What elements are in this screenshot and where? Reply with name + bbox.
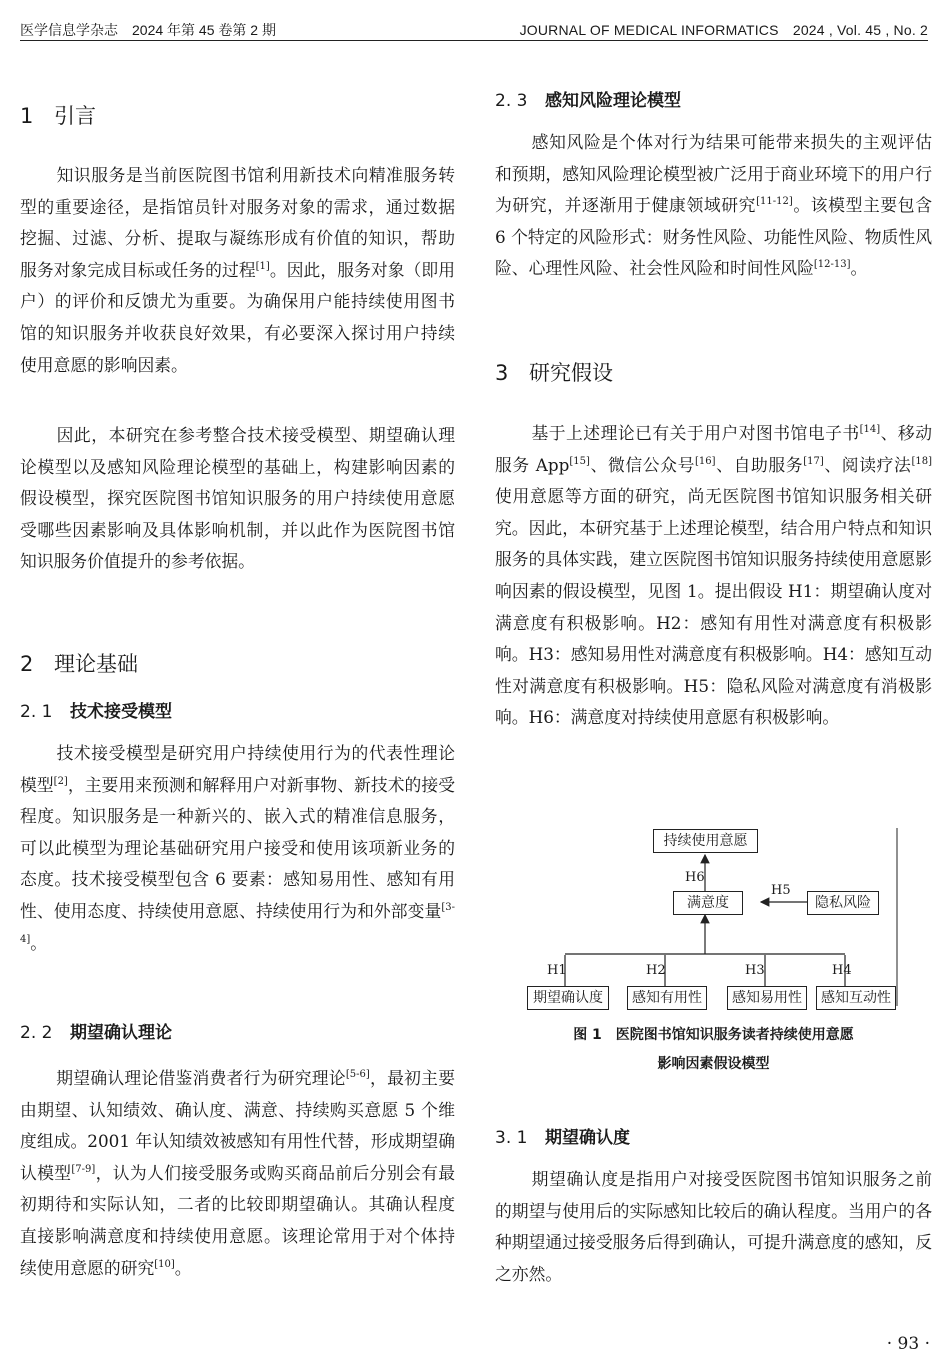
hypothesis-model-figure xyxy=(525,828,900,1016)
label-h1: H1 xyxy=(547,963,567,978)
confirmation-paragraph: 期望确认度是指用户对接受医院图书馆知识服务之前的期望与使用后的实际感知比较后的确认程度。当用户的各种期望通过接受服务后得到确认，可提升满意度的感知，反之亦然。 xyxy=(495,1169,932,1284)
intro-paragraph-2: 因此，本研究在参考整合技术接受模型、期望确认理论模型以及感知风险理论模型的基础上，构建影响因素的假设模型，探究医院图书馆知识服务的用户持续使用意愿受哪些因素影响及具体影响机制，并以此作为医院图书馆知识服务价值提升的参考依据。 xyxy=(20,425,455,572)
box-perceived-usefulness: 感知有用性 xyxy=(627,986,707,1010)
label-h6: H6 xyxy=(685,870,705,885)
journal-title-en: JOURNAL OF MEDICAL INFORMATICS 2024 , Vol. 45 , No. 2 xyxy=(519,22,928,38)
page-number: · 93 · xyxy=(886,1334,930,1354)
label-h4: H4 xyxy=(832,963,852,978)
subsection-heading-3-1: 3. 1 期望确认度 xyxy=(495,1128,630,1148)
subsection-heading-2-2: 2. 2 期望确认理论 xyxy=(20,1023,172,1043)
label-h3: H3 xyxy=(745,963,765,978)
box-continuance-intention: 持续使用意愿 xyxy=(653,829,758,853)
box-satisfaction: 满意度 xyxy=(673,891,743,915)
label-h5: H5 xyxy=(771,883,791,898)
running-head xyxy=(20,18,928,41)
box-privacy-risk: 隐私风险 xyxy=(807,891,879,915)
ect-paragraph: 期望确认理论借鉴消费者行为研究理论[5-6]，最初主要由期望、认知绩效、确认度、满意、持续购买意愿 5 个维度组成。2001 年认知绩效被感知有用性代替，形成期望确认模型[7-9]，认为人们接受服务或购买商品前后分别会有最初期待和实际认知，二者的比较即期望确认。其确认程度直接影响满意度和持续使用意愿。该理论常用于对个体持续使用意愿的研究[10]。 xyxy=(20,1068,455,1278)
section-heading-3: 3 研究假设 xyxy=(495,361,613,385)
figure-caption-line-1: 图 1 医院图书馆知识服务读者持续使用意愿 xyxy=(573,1027,854,1043)
label-h2: H2 xyxy=(646,963,666,978)
figure-caption-line-2: 影响因素假设模型 xyxy=(657,1056,770,1072)
box-perceived-ease-of-use: 感知易用性 xyxy=(727,986,807,1010)
tam-paragraph: 技术接受模型是研究用户持续使用行为的代表性理论模型[2]，主要用来预测和解释用户对新事物、新技术的接受程度。知识服务是一种新兴的、嵌入式的精准信息服务，可以此模型为理论基础研究用户接受和使用该项新业务的态度。技术接受模型包含 6 要素：感知易用性、感知有用性、使用态度、持续使用意愿、持续使用行为和外部变量[3-4]。 xyxy=(20,743,455,953)
box-perceived-interactivity: 感知互动性 xyxy=(816,986,896,1010)
intro-paragraph-1: 知识服务是当前医院图书馆利用新技术向精准服务转型的重要途径，是指馆员针对服务对象的需求，通过数据挖掘、过滤、分析、提取与凝练形成有价值的知识，帮助服务对象完成目标或任务的过程[1]。因此，服务对象（即用户）的评价和反馈尤为重要。为确保用户能持续使用图书馆的知识服务并收获良好效果，有必要深入探讨用户持续使用意愿的影响因素。 xyxy=(20,165,455,375)
subsection-heading-2-3: 2. 3 感知风险理论模型 xyxy=(495,91,681,111)
section-heading-1: 1 引言 xyxy=(20,104,96,128)
hypothesis-paragraph: 基于上述理论已有关于用户对图书馆电子书[14]、移动服务 App[15]、微信公众号[16]、自助服务[17]、阅读疗法[18]使用意愿等方面的研究，尚无医院图书馆知识服务相关研究。因此，本研究基于上述理论模型，结合用户特点和知识服务的具体实践，建立医院图书馆知识服务持续使用意愿影响因素的假设模型，见图 1。提出假设 H1：期望确认度对满意度有积极影响。H2：感知有用性对满意度有积极影响。H3：感知易用性对满意度有积极影响。H4：感知互动性对满意度有积极影响。H5：隐私风险对满意度有消极影响。H6：满意度对持续使用意愿有积极影响。 xyxy=(495,423,932,728)
risk-paragraph: 感知风险是个体对行为结果可能带来损失的主观评估和预期，感知风险理论模型被广泛用于商业环境下的用户行为研究，并逐渐用于健康领域研究[11-12]。该模型主要包含 6 个特定的风险形式：财务性风险、功能性风险、物质性风险、心理性风险、社会性风险和时间性风险[12-13]。 xyxy=(495,132,932,279)
section-heading-2: 2 理论基础 xyxy=(20,652,138,676)
box-expectation-confirmation: 期望确认度 xyxy=(527,986,609,1010)
journal-title-cn: 医学信息学杂志 2024 年第 45 卷第 2 期 xyxy=(20,22,276,38)
subsection-heading-2-1: 2. 1 技术接受模型 xyxy=(20,702,172,722)
